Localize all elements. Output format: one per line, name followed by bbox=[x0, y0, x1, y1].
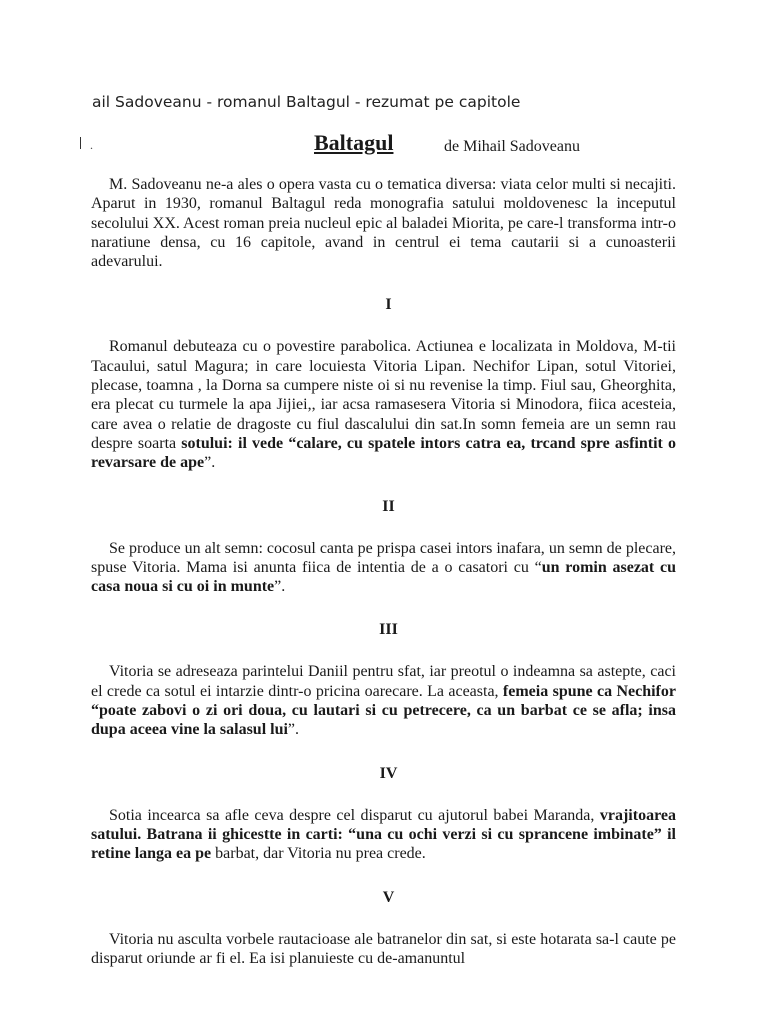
chapter-3-text: Vitoria se adreseaza parintelui Daniil pentru sfat, iar preotul o indeamna sa astepte, caci el crede ca sotul ei intarzie dintr-o pricina oarecare. La aceasta, bbox=[91, 663, 676, 700]
chapter-2-emphasis: un romin asezat cu casa noua si cu oi in munte bbox=[91, 558, 676, 596]
chapter-1-tail: ”. bbox=[204, 454, 216, 472]
document-author: de Mihail Sadoveanu bbox=[444, 138, 580, 155]
chapter-paragraph-5 bbox=[91, 930, 676, 969]
intro-paragraph: M. Sadoveanu ne-a ales o opera vasta cu o tematica diversa: viata celor multi si necajiti. Aparut in 1930, romanul Baltagul reda monografia satului moldovenesc la inceputul secolului XX. Acest roman preia nucleul epic al baladei Miorita, pe care-l transforma intr-o naratiune densa, cu 16 capitole, avand in centrul ei tema cautarii si a cunoasterii adevarului. bbox=[91, 176, 676, 271]
chapter-4-text: Sotia incearca sa afle ceva despre cel disparut cu ajutorul babei Maranda, bbox=[109, 806, 600, 824]
chapter-2-text: Se produce un alt semn: cocosul canta pe prispa casei intors inafara, un semn de plecare, spuse Vitoria. Mama isi anunta fiica de intentia de a o casatori cu “ bbox=[91, 539, 676, 576]
document-title: Baltagul bbox=[314, 130, 394, 155]
chapter-heading-3: III bbox=[379, 621, 398, 639]
chapter-paragraph-3 bbox=[91, 662, 676, 739]
chapter-1-text: Romanul debuteaza cu o povestire parabolica. Actiunea e localizata in Moldova, M-tii Tacaului, satul Magura; in care locuiesta Vitoria Lipan. Nechifor Lipan, sotul Vitoriei, plecase, toamna , la Dorna sa cumpere niste oi si nu revenise la timp. Fiul sau, Gheorghita, era plecat cu turmele la apa Jijiei,, iar acsa ramasesera Vitoria si Minodora, fiica acesteia, care avea o relatie de dragoste cu fiul dascalului din sat.In somn femeia are un semn rau despre soarta bbox=[91, 338, 676, 452]
chapter-5-text: Vitoria nu asculta vorbele rautacioase ale batranelor din sat, si este hotarata sa-l caute pe disparut oriunde ar fi el. Ea isi planuieste cu de-amanuntul bbox=[91, 930, 676, 967]
chapter-3-tail: ”. bbox=[287, 721, 300, 739]
chapter-heading-1: I bbox=[385, 296, 392, 314]
chapter-4-tail: barbat, dar Vitoria nu prea crede. bbox=[211, 845, 426, 863]
title-row bbox=[0, 130, 768, 160]
chapter-paragraph-2 bbox=[91, 539, 676, 597]
chapter-paragraph-1 bbox=[91, 337, 676, 472]
chapter-heading-4: IV bbox=[379, 764, 398, 782]
chapter-2-tail: ”. bbox=[274, 578, 286, 596]
chapter-3-emphasis: femeia spune ca Nechifor “poate zabovi o zi ori doua, cu lautari si cu petrecere, ca un barbat ce se afla; insa dupa aceea vine la salasul lui bbox=[91, 682, 676, 739]
dot-mark: . bbox=[90, 138, 93, 152]
chapter-paragraph-4 bbox=[91, 806, 676, 864]
chapter-heading-2: II bbox=[382, 497, 395, 515]
chapter-heading-5: V bbox=[382, 888, 395, 906]
chapter-4-emphasis: vrajitoarea satului. Batrana ii ghicestte in carti: “una cu ochi verzi si cu sprancene imbinate” il retine langa ea pe bbox=[91, 806, 676, 863]
chapter-1-emphasis: sotului: il vede “calare, cu spatele intors catra ea, trcand spre asfintit o revarsare de ape bbox=[91, 434, 676, 472]
document-body bbox=[91, 175, 676, 968]
document-header: ail Sadoveanu - romanul Baltagul - rezumat pe capitole bbox=[92, 93, 521, 111]
